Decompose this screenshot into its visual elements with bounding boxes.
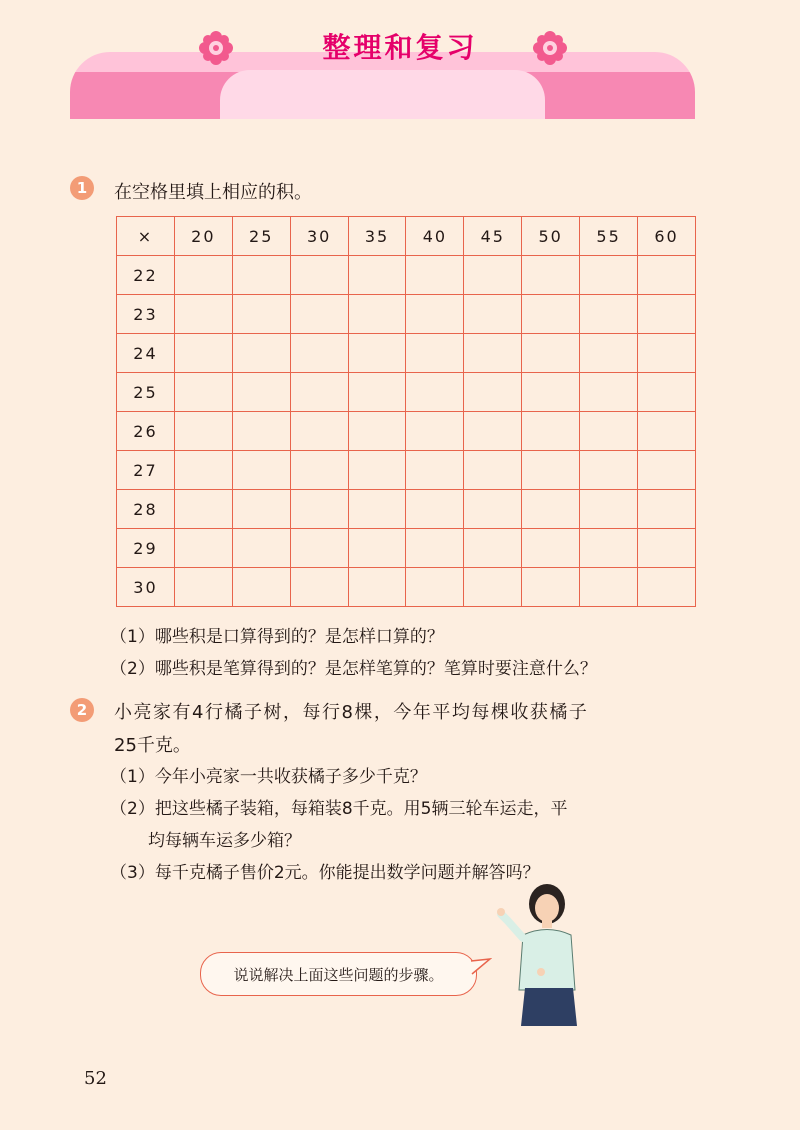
product-blank-cell[interactable] [232, 334, 290, 373]
product-blank-cell[interactable] [464, 451, 522, 490]
product-blank-cell[interactable] [522, 451, 580, 490]
speech-bubble-text: 说说解决上面这些问题的步骤。 [233, 966, 444, 984]
product-blank-cell[interactable] [406, 451, 464, 490]
product-blank-cell[interactable] [638, 334, 696, 373]
column-header-cell: 40 [406, 217, 464, 256]
column-header-cell: 45 [464, 217, 522, 256]
product-blank-cell[interactable] [232, 373, 290, 412]
product-blank-cell[interactable] [174, 412, 232, 451]
sub-question: （1）今年小亮家一共收获橘子多少千克？ [110, 767, 427, 787]
table-row [117, 256, 696, 295]
product-blank-cell[interactable] [464, 295, 522, 334]
product-blank-cell[interactable] [464, 529, 522, 568]
row-header-cell: 28 [117, 490, 175, 529]
product-blank-cell[interactable] [290, 295, 348, 334]
table-row [117, 295, 696, 334]
product-blank-cell[interactable] [174, 451, 232, 490]
row-header-cell: 26 [117, 412, 175, 451]
banner-tab [220, 70, 545, 119]
product-blank-cell[interactable] [174, 373, 232, 412]
product-blank-cell[interactable] [638, 451, 696, 490]
product-blank-cell[interactable] [464, 412, 522, 451]
product-blank-cell[interactable] [464, 490, 522, 529]
column-header-cell: 20 [174, 217, 232, 256]
table-row [117, 490, 696, 529]
product-blank-cell[interactable] [580, 568, 638, 607]
row-header-cell: 24 [117, 334, 175, 373]
product-blank-cell[interactable] [290, 490, 348, 529]
teacher-illustration [495, 880, 590, 1030]
product-blank-cell[interactable] [348, 295, 406, 334]
product-blank-cell[interactable] [464, 373, 522, 412]
table-row [117, 412, 696, 451]
product-blank-cell[interactable] [638, 529, 696, 568]
product-blank-cell[interactable] [580, 373, 638, 412]
product-blank-cell[interactable] [522, 529, 580, 568]
speech-bubble-tail [470, 958, 492, 978]
table-row [117, 373, 696, 412]
product-blank-cell[interactable] [522, 256, 580, 295]
product-blank-cell[interactable] [348, 451, 406, 490]
sub-question: （1）哪些积是口算得到的？是怎样口算的？ [110, 627, 444, 647]
product-blank-cell[interactable] [232, 256, 290, 295]
product-blank-cell[interactable] [290, 256, 348, 295]
product-blank-cell[interactable] [232, 568, 290, 607]
product-blank-cell[interactable] [638, 373, 696, 412]
product-blank-cell[interactable] [580, 412, 638, 451]
question-prompt: 在空格里填上相应的积。 [114, 182, 312, 203]
product-blank-cell[interactable] [174, 490, 232, 529]
sub-question: （3）每千克橘子售价2元。你能提出数学问题并解答吗？ [110, 863, 540, 883]
product-blank-cell[interactable] [638, 490, 696, 529]
table-row [117, 334, 696, 373]
product-blank-cell[interactable] [348, 334, 406, 373]
product-blank-cell[interactable] [348, 568, 406, 607]
product-blank-cell[interactable] [232, 490, 290, 529]
question-number-badge: 2 [70, 698, 94, 722]
product-blank-cell[interactable] [580, 334, 638, 373]
product-blank-cell[interactable] [290, 529, 348, 568]
product-blank-cell[interactable] [580, 256, 638, 295]
table-header-row [117, 217, 696, 256]
question-text: 小亮家有4行橘子树，每行8棵，今年平均每棵收获橘子 [114, 702, 589, 723]
product-blank-cell[interactable] [290, 373, 348, 412]
table-row [117, 451, 696, 490]
table-row [117, 529, 696, 568]
product-blank-cell[interactable] [522, 412, 580, 451]
column-header-cell: 60 [638, 217, 696, 256]
product-blank-cell[interactable] [174, 529, 232, 568]
column-header-cell: 30 [290, 217, 348, 256]
product-blank-cell[interactable] [580, 295, 638, 334]
product-blank-cell[interactable] [348, 256, 406, 295]
page-number: 52 [84, 1068, 107, 1089]
product-blank-cell[interactable] [638, 568, 696, 607]
product-blank-cell[interactable] [580, 529, 638, 568]
product-blank-cell[interactable] [406, 490, 464, 529]
product-blank-cell[interactable] [406, 295, 464, 334]
product-blank-cell[interactable] [406, 412, 464, 451]
product-blank-cell[interactable] [580, 490, 638, 529]
product-blank-cell[interactable] [174, 568, 232, 607]
sub-question: （2）把这些橘子装箱，每箱装8千克。用5辆三轮车运走，平 [110, 799, 568, 819]
row-header-cell: 25 [117, 373, 175, 412]
product-blank-cell[interactable] [638, 256, 696, 295]
table-corner-cell: × [117, 217, 175, 256]
product-blank-cell[interactable] [232, 529, 290, 568]
product-blank-cell[interactable] [406, 256, 464, 295]
product-blank-cell[interactable] [290, 568, 348, 607]
product-blank-cell[interactable] [290, 451, 348, 490]
sub-question: （2）哪些积是笔算得到的？是怎样笔算的？笔算时要注意什么？ [110, 659, 597, 679]
row-header-cell: 22 [117, 256, 175, 295]
product-blank-cell[interactable] [232, 412, 290, 451]
product-blank-cell[interactable] [232, 295, 290, 334]
multiplication-table [116, 216, 696, 607]
page-title: 整理和复习 [322, 31, 478, 64]
product-blank-cell[interactable] [348, 529, 406, 568]
product-blank-cell[interactable] [522, 568, 580, 607]
product-blank-cell[interactable] [580, 451, 638, 490]
column-header-cell: 25 [232, 217, 290, 256]
column-header-cell: 55 [580, 217, 638, 256]
product-blank-cell[interactable] [522, 334, 580, 373]
product-blank-cell[interactable] [348, 412, 406, 451]
column-header-cell: 35 [348, 217, 406, 256]
product-blank-cell[interactable] [522, 490, 580, 529]
question-text: 25千克。 [114, 735, 191, 756]
product-blank-cell[interactable] [290, 334, 348, 373]
product-blank-cell[interactable] [406, 373, 464, 412]
speech-bubble [200, 952, 477, 996]
product-blank-cell[interactable] [174, 256, 232, 295]
table-row [117, 568, 696, 607]
product-blank-cell[interactable] [232, 451, 290, 490]
product-blank-cell[interactable] [406, 529, 464, 568]
product-blank-cell[interactable] [522, 295, 580, 334]
product-blank-cell[interactable] [348, 490, 406, 529]
sub-question: 均每辆车运多少箱？ [148, 831, 301, 851]
product-blank-cell[interactable] [464, 334, 522, 373]
product-blank-cell[interactable] [348, 373, 406, 412]
product-blank-cell[interactable] [638, 412, 696, 451]
product-blank-cell[interactable] [522, 373, 580, 412]
product-blank-cell[interactable] [290, 412, 348, 451]
question-number-badge: 1 [70, 176, 94, 200]
product-blank-cell[interactable] [464, 568, 522, 607]
product-blank-cell[interactable] [464, 256, 522, 295]
product-blank-cell[interactable] [406, 334, 464, 373]
row-header-cell: 23 [117, 295, 175, 334]
column-header-cell: 50 [522, 217, 580, 256]
product-blank-cell[interactable] [406, 568, 464, 607]
product-blank-cell[interactable] [638, 295, 696, 334]
row-header-cell: 29 [117, 529, 175, 568]
product-blank-cell[interactable] [174, 334, 232, 373]
product-blank-cell[interactable] [174, 295, 232, 334]
row-header-cell: 27 [117, 451, 175, 490]
row-header-cell: 30 [117, 568, 175, 607]
